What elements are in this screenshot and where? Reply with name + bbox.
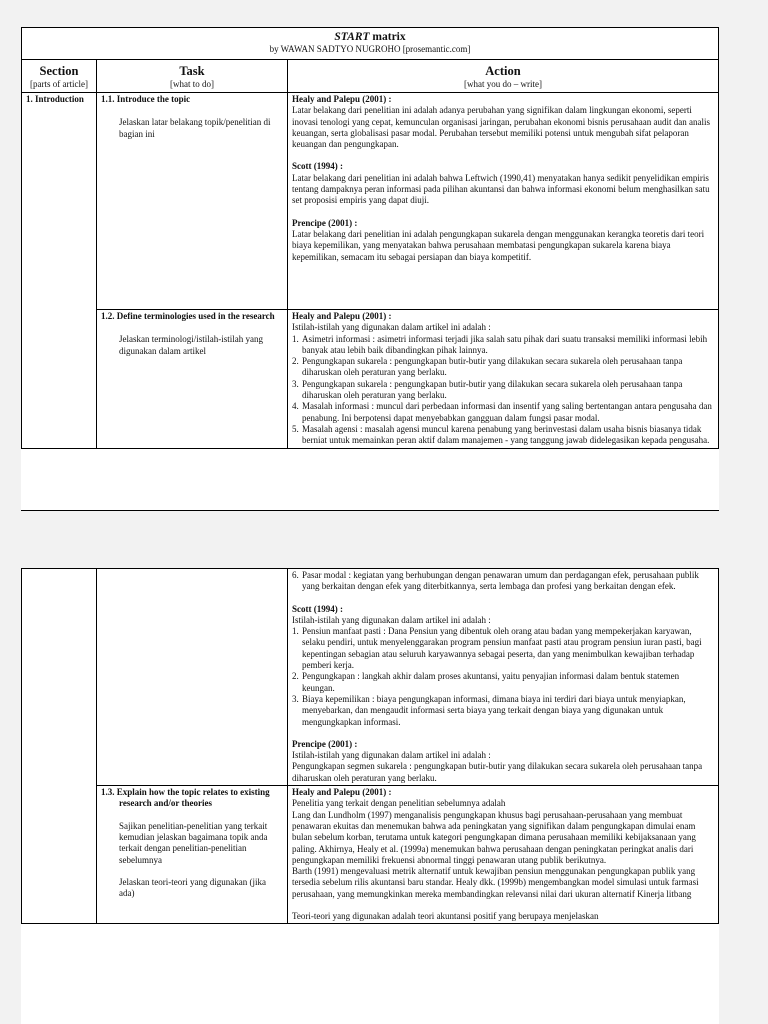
header-action: Action [what you do – write] [288, 60, 719, 93]
list-item: 3. Pengungkapan sukarela : pengungkapan butir-butir yang dilakukan secara sukarela oleh perusahaan tanpa diharuskan oleh peraturan yang berlaku. [292, 378, 683, 401]
task-1-1: 1.1. Introduce the topic Jelaskan latar belakang topik/penelitian di bagian ini [97, 93, 288, 310]
header-task: Task [what to do] [97, 60, 288, 93]
doc-subtitle: by WAWAN SADTYO NUGROHO [prosemantic.com] [269, 44, 471, 54]
doc-title: START matrix [334, 31, 406, 43]
section-introduction-cont [22, 569, 97, 924]
list-item: 2. Pengungkapan : langkah akhir dalam proses akuntansi, yaitu penyajian informasi dalam bentuk statemen keungan. [292, 671, 680, 693]
start-matrix-table-continued [21, 568, 719, 924]
title-cell [22, 28, 719, 60]
start-matrix-table [21, 27, 719, 449]
list-item: 4. Masalah informasi : muncul dari perbedaan informasi dan insentif yang saling bertentangan antara pengusaha dan penabung. Ini berpotensi dapat menyebabkan gangguan dalam fungsi pasar modal. [292, 401, 712, 423]
page-2 [21, 568, 719, 1024]
list-item: 1. Pensiun manfaat pasti : Dana Pensiun yang dibentuk oleh orang atau badan yang mempekerjakan karyawan, selaku pendiri, untuk menyelenggarakan program pensiun manfaat pasti atau program pensiun iuran pasti, bagi kepentingan sebagian atau seluruh karyawannya sebagai peserta, dan yang menimbulkan kewajiban terhadap pemberi kerja. [292, 626, 702, 671]
list-item: 5. Masalah agensi : masalah agensi muncul karena penabung yang berinvestasi dalam usaha bisnis biasanya tidak berniat untuk memainkan peran aktif dalam manajemen - yang tanggung jawab didelegasikan kepada pengusaha. [292, 423, 710, 446]
list-item: 2. Pengungkapan sukarela : pengungkapan butir-butir yang dilakukan secara sukarela oleh perusahaan tanpa diharuskan oleh peraturan yang berlaku. [292, 356, 683, 378]
list-item: 3. Biaya kepemilikan : biaya pengungkapan informasi, dimana biaya ini terdiri dari biaya untuk menyiapkan, menyebarkan, dan mengaudit informasi serta biaya yang terkait dengan biaya yang digunakan untuk mengungkapkan informasi. [292, 693, 686, 727]
list-item: 6. Pasar modal : kegiatan yang berhubungan dengan penawaran umum dan perdagangan efek, perusahaan publik yang berkaitan dengan efek yang diterbitkannya, serta lembaga dan profesi yang berkaitan dengan efek. [292, 570, 699, 592]
terminology-list [292, 334, 714, 447]
action-1-3: Healy and Palepu (2001) : Penelitia yang terkait dengan penelitian sebelumnya adalah Lang dan Lundholm (1997) menganalisis pengungkapan khusus bagi perusahaan-perusahaan yang membuat penawaran ekuitas dan menemukan bahwa ada peningkatan yang signifikan dalam pengungkapan dimulai enam bulan sebelum korban, terutama untuk kategori pengungkapan dimana perusahaan memiliki kebijaksanaan yang paling. Akhirnya, Healy et al. (1999a) menemukan bahwa perusahaan dengan peningkatan peringkat analis dari pengungkapan memiliki frekuensi abnormal tinggi penawaran utang publik berikutnya. Barth (1991) mengevaluasi metrik alternatif untuk kewajiban pensiun menggunakan pengungkapan publik yang tersedia sebelum rilis akuntansi baru standar. Healy dkk. (1999b) mengembangkan model simulasi untuk farmasi perusahaan, yang memungkinkan mereka membandingkan relevansi nilai dari ukuran alternatif Kinerja litbang Teori-teori yang digunakan adalah teori akuntansi positif yang berupaya menjelaskan [288, 786, 719, 924]
action-1-2: Healy and Palepu (2001) : Istilah-istilah yang digunakan dalam artikel ini adalah : 1. Asimetri informasi : asimetri informasi terjadi jika salah satu pihak dari suatu transaksi memiliki informasi lebih banyak atau lebih baik dibandingkan pihak lainnya. 2. Pengungkapan sukarela : pengungkapan butir-butir yang dilakukan secara sukarela oleh perusahaan tanpa diharuskan oleh peraturan yang berlaku. 3. Pengungkapan sukarela : pengungkapan butir-butir yang dilakukan secara sukarela oleh perusahaan tanpa diharuskan oleh peraturan yang berlaku. 4. Masalah informasi : muncul dari perbedaan informasi dan insentif yang saling bertentangan antara pengusaha dan penabung. Ini berpotensi dapat menyebabkan gangguan dalam fungsi pasar modal. 5. Masalah agensi : masalah agensi muncul karena penabung yang berinvestasi dalam usaha bisnis biasanya tidak berniat untuk memainkan peran aktif dalam manajemen - yang tanggung jawab didelegasikan kepada pengusaha. [288, 310, 719, 449]
task-1-3: 1.3. Explain how the topic relates to existing research and/or theories Sajikan penelitian-penelitian yang terkait kemudian jelaskan bagaimana topik anda terkait dengan penelitian-penelitian sebelumnya Jelaskan teori-teori yang digunakan (jika ada) [97, 786, 288, 924]
header-section: Section [parts of article] [22, 60, 97, 93]
list-item: 1. Asimetri informasi : asimetri informasi terjadi jika salah satu pihak dari suatu transaksi memiliki informasi lebih banyak atau lebih baik dibandingkan pihak lainnya. [292, 333, 708, 355]
page-1 [21, 27, 719, 511]
task-1-2-cont [97, 569, 288, 786]
action-1-1: Healy and Palepu (2001) : Latar belakang dari penelitian ini adalah adanya perubahan yang signifikan dalam lingkungan ekonomi, seperti inovasi tenologi yang cepat, kemunculan organisasi jaringan, perubahan ekonomi bisnis perusahaan audit dan analis keuangan, serta globalisasi pasar modal. Perubahan tersebut memiliki potensi untuk mengubah sifat pelaporan keuangan dan pengungkapan. Scott (1994) : Latar belakang dari penelitian ini adalah bahwa Leftwich (1990,41) menyatakan hanya sedikit penyelidikan empiris tentang dampaknya peran informasi pada pilihan akuntansi dan bahwa informasi ekonomi belum menghasilkan satu set proposisi empiris yang dapat diuji. Prencipe (2001) : Latar belakang dari penelitian ini adalah pengungkapan sukarela dengan menggunakan kerangka teoretis dari teori biaya kepemilikan, yang menyatakan bahwa perusahaan membatasi pengungkapan sukarela karena biaya kepemilikan, semacam itu sebagai persiapan dan biaya kompetitif. [288, 93, 719, 310]
action-1-2-cont: 6. Pasar modal : kegiatan yang berhubungan dengan penawaran umum dan perdagangan efek, perusahaan publik yang berkaitan dengan efek yang diterbitkannya, serta lembaga dan profesi yang berkaitan dengan efek. Scott (1994) : Istilah-istilah yang digunakan dalam artikel ini adalah : 1. Pensiun manfaat pasti : Dana Pensiun yang dibentuk oleh orang atau badan yang mempekerjakan karyawan, selaku pendiri, untuk menyelenggarakan program pensiun manfaat pasti atau program pensiun iuran pasti, bagi kepentingan sebagian atau seluruh karyawannya sebagai peserta, dan yang menimbulkan kewajiban terhadap pemberi kerja. 2. Pengungkapan : langkah akhir dalam proses akuntansi, yaitu penyajian informasi dalam bentuk statemen keungan. 3. Biaya kepemilikan : biaya pengungkapan informasi, dimana biaya ini terdiri dari biaya untuk menyiapkan, menyebarkan, dan mengaudit informasi serta biaya yang terkait dengan biaya yang digunakan untuk mengungkapkan informasi. Prencipe (2001) : Istilah-istilah yang digunakan dalam artikel ini adalah : Pengungkapan segmen sukarela : pengungkapan butir-butir yang dilakukan secara sukarela oleh perusahaan tanpa diharuskan oleh peraturan yang berlaku. [288, 569, 719, 786]
section-introduction: 1. Introduction [22, 93, 97, 449]
task-1-2: 1.2. Define terminologies used in the research Jelaskan terminologi/istilah-istilah yang digunakan dalam artikel [97, 310, 288, 449]
